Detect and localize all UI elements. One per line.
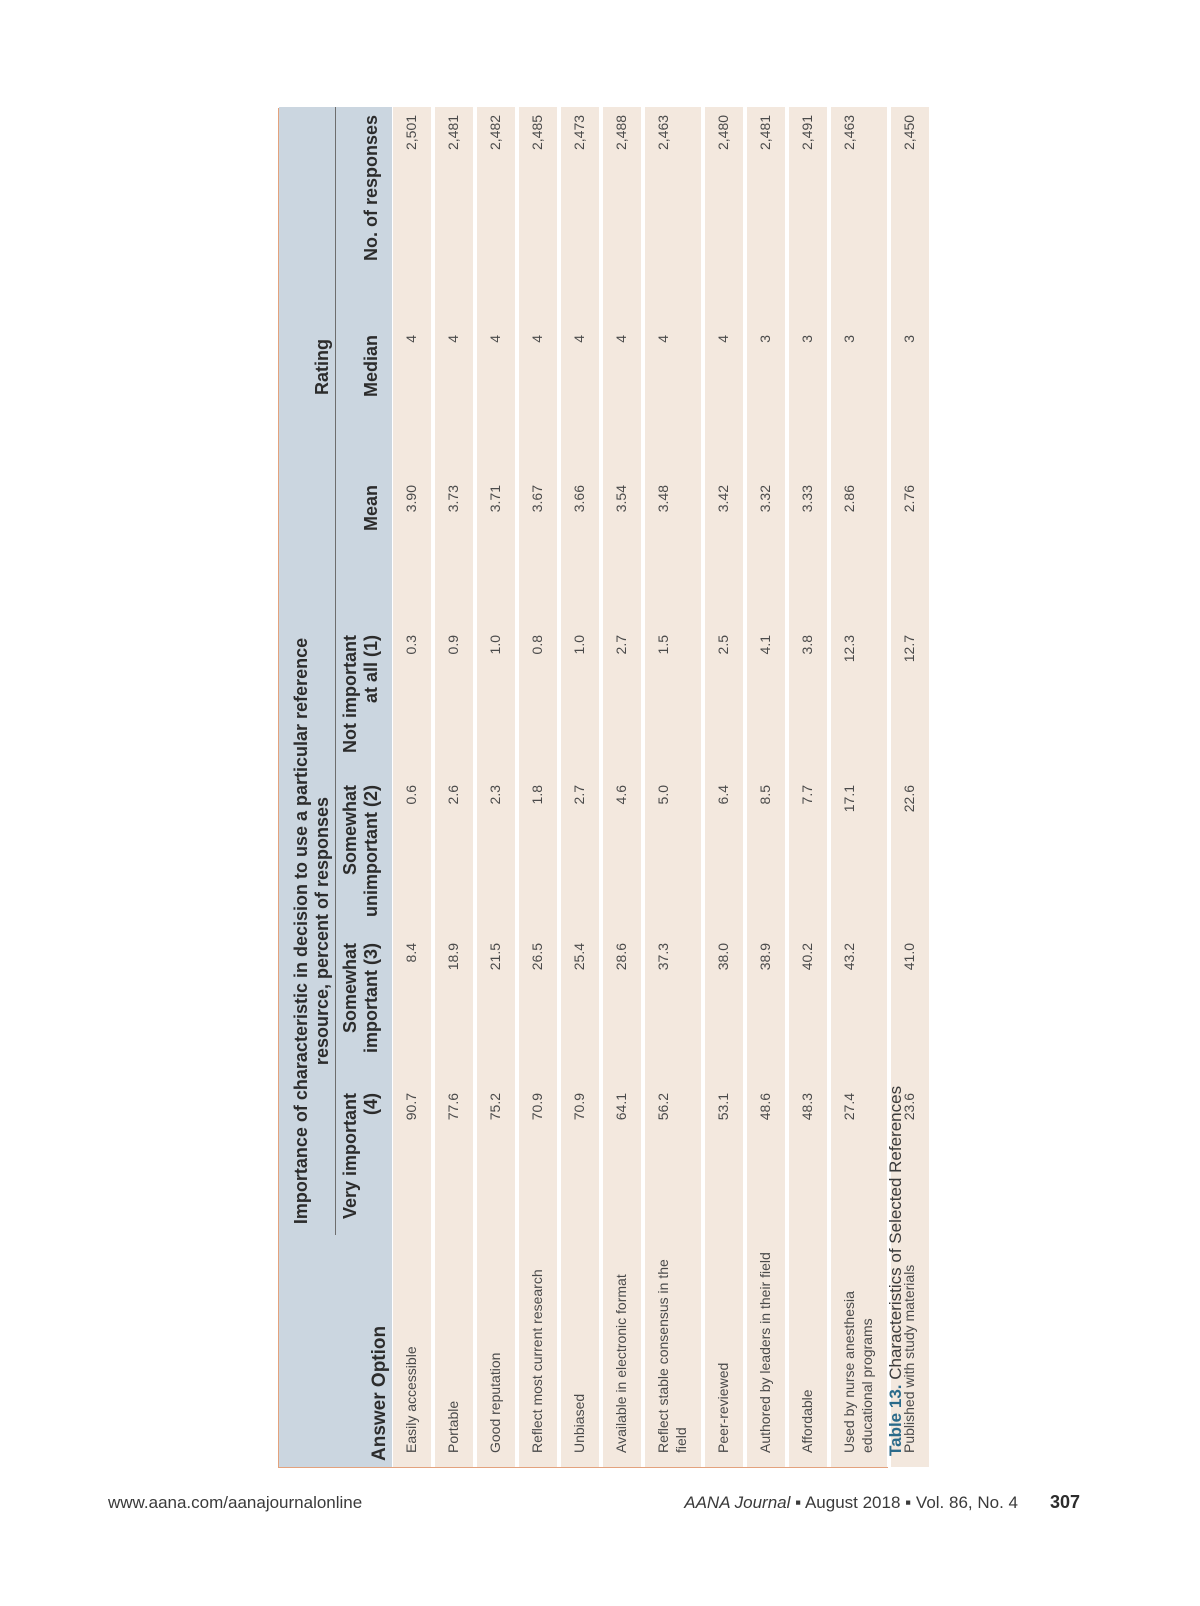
cell-responses: 2,463 bbox=[643, 107, 703, 327]
header-very-important: Very important (4) bbox=[336, 1085, 393, 1235]
cell-answer-option: Published with study materials bbox=[889, 1235, 929, 1467]
header-rating-group bbox=[279, 107, 336, 627]
cell-mean: 2.76 bbox=[889, 477, 929, 627]
header-median: Median bbox=[336, 327, 393, 477]
cell-median: 3 bbox=[745, 327, 787, 477]
cell-very-important: 23.6 bbox=[889, 1085, 929, 1235]
footer-url: www.aana.com/aanajournalonline bbox=[108, 1493, 363, 1512]
cell-somewhat-unimportant: 2.3 bbox=[475, 777, 517, 935]
cell-not-important: 2.7 bbox=[601, 627, 643, 777]
cell-very-important: 77.6 bbox=[433, 1085, 475, 1235]
cell-somewhat-unimportant: 17.1 bbox=[829, 777, 889, 935]
header-somewhat-important: Somewhat important (3) bbox=[336, 935, 393, 1085]
cell-answer-option: Affordable bbox=[787, 1235, 829, 1467]
cell-somewhat-important: 21.5 bbox=[475, 935, 517, 1085]
cell-very-important: 70.9 bbox=[559, 1085, 601, 1235]
footer-issue: August 2018 bbox=[804, 1493, 901, 1512]
caption-title: Characteristics of Selected References bbox=[886, 1085, 905, 1380]
table-row bbox=[745, 107, 787, 1467]
cell-somewhat-important: 40.2 bbox=[787, 935, 829, 1085]
header-answer-option: Answer Option bbox=[279, 1235, 393, 1467]
table-row bbox=[643, 107, 703, 1467]
table-row bbox=[559, 107, 601, 1467]
cell-not-important: 0.9 bbox=[433, 627, 475, 777]
cell-very-important: 70.9 bbox=[517, 1085, 559, 1235]
cell-somewhat-important: 28.6 bbox=[601, 935, 643, 1085]
table-row bbox=[829, 107, 889, 1467]
footer-separator-1: ▪ bbox=[795, 1493, 802, 1512]
cell-somewhat-unimportant: 1.8 bbox=[517, 777, 559, 935]
cell-answer-option: Available in electronic format bbox=[601, 1235, 643, 1467]
cell-median: 4 bbox=[703, 327, 745, 477]
footer-journal-name: AANA Journal bbox=[684, 1493, 791, 1512]
table-row bbox=[703, 107, 745, 1467]
cell-somewhat-unimportant: 7.7 bbox=[787, 777, 829, 935]
cell-mean: 3.67 bbox=[517, 477, 559, 627]
data-table bbox=[279, 107, 929, 1467]
caption-number: Table 13. bbox=[886, 1384, 905, 1456]
cell-answer-option: Good reputation bbox=[475, 1235, 517, 1467]
cell-median: 4 bbox=[475, 327, 517, 477]
cell-median: 4 bbox=[643, 327, 703, 477]
importance-group-label: Importance of characteristic in decision to use a particular reference resource, percent of responses bbox=[291, 637, 332, 1225]
cell-somewhat-important: 43.2 bbox=[829, 935, 889, 1085]
cell-mean: 2.86 bbox=[829, 477, 889, 627]
cell-mean: 3.42 bbox=[703, 477, 745, 627]
table-caption bbox=[886, 1086, 906, 1456]
cell-not-important: 12.3 bbox=[829, 627, 889, 777]
header-responses: No. of responses bbox=[336, 107, 393, 327]
cell-responses: 2,482 bbox=[475, 107, 517, 327]
cell-somewhat-important: 18.9 bbox=[433, 935, 475, 1085]
cell-responses: 2,463 bbox=[829, 107, 889, 327]
table-row bbox=[393, 107, 434, 1467]
cell-responses: 2,491 bbox=[787, 107, 829, 327]
cell-mean: 3.33 bbox=[787, 477, 829, 627]
cell-very-important: 56.2 bbox=[643, 1085, 703, 1235]
cell-not-important: 1.0 bbox=[475, 627, 517, 777]
cell-not-important: 1.0 bbox=[559, 627, 601, 777]
cell-mean: 3.73 bbox=[433, 477, 475, 627]
cell-median: 4 bbox=[559, 327, 601, 477]
cell-responses: 2,481 bbox=[745, 107, 787, 327]
cell-somewhat-important: 37.3 bbox=[643, 935, 703, 1085]
cell-somewhat-important: 38.9 bbox=[745, 935, 787, 1085]
cell-mean: 3.90 bbox=[393, 477, 434, 627]
cell-not-important: 1.5 bbox=[643, 627, 703, 777]
cell-very-important: 64.1 bbox=[601, 1085, 643, 1235]
cell-somewhat-important: 38.0 bbox=[703, 935, 745, 1085]
cell-median: 4 bbox=[601, 327, 643, 477]
cell-somewhat-unimportant: 5.0 bbox=[643, 777, 703, 935]
footer-journal-info bbox=[684, 1493, 1018, 1513]
cell-very-important: 53.1 bbox=[703, 1085, 745, 1235]
cell-median: 4 bbox=[433, 327, 475, 477]
cell-very-important: 27.4 bbox=[829, 1085, 889, 1235]
header-somewhat-unimportant: Somewhat unimportant (2) bbox=[336, 777, 393, 935]
cell-median: 3 bbox=[787, 327, 829, 477]
cell-answer-option: Reflect stable consensus in the field bbox=[643, 1235, 703, 1467]
table-body bbox=[393, 107, 930, 1467]
cell-not-important: 12.7 bbox=[889, 627, 929, 777]
page-number: 307 bbox=[1050, 1492, 1081, 1512]
cell-not-important: 2.5 bbox=[703, 627, 745, 777]
cell-somewhat-unimportant: 22.6 bbox=[889, 777, 929, 935]
cell-median: 3 bbox=[889, 327, 929, 477]
cell-not-important: 4.1 bbox=[745, 627, 787, 777]
cell-somewhat-unimportant: 2.6 bbox=[433, 777, 475, 935]
cell-somewhat-important: 41.0 bbox=[889, 935, 929, 1085]
cell-answer-option: Easily accessible bbox=[393, 1235, 434, 1467]
table-row bbox=[517, 107, 559, 1467]
cell-somewhat-unimportant: 4.6 bbox=[601, 777, 643, 935]
cell-mean: 3.54 bbox=[601, 477, 643, 627]
rotated-table-block bbox=[278, 108, 917, 1468]
footer-separator-2: ▪ bbox=[905, 1493, 912, 1512]
table-row bbox=[475, 107, 517, 1467]
footer-volume: Vol. 86, No. 4 bbox=[915, 1493, 1018, 1512]
cell-responses: 2,488 bbox=[601, 107, 643, 327]
cell-responses: 2,473 bbox=[559, 107, 601, 327]
cell-very-important: 48.3 bbox=[787, 1085, 829, 1235]
cell-somewhat-unimportant: 6.4 bbox=[703, 777, 745, 935]
cell-somewhat-important: 8.4 bbox=[393, 935, 434, 1085]
table-row bbox=[601, 107, 643, 1467]
cell-responses: 2,485 bbox=[517, 107, 559, 327]
cell-not-important: 0.8 bbox=[517, 627, 559, 777]
table-row bbox=[433, 107, 475, 1467]
cell-mean: 3.71 bbox=[475, 477, 517, 627]
cell-answer-option: Authored by leaders in their field bbox=[745, 1235, 787, 1467]
cell-very-important: 90.7 bbox=[393, 1085, 434, 1235]
cell-responses: 2,450 bbox=[889, 107, 929, 327]
cell-not-important: 0.3 bbox=[393, 627, 434, 777]
cell-answer-option: Peer-reviewed bbox=[703, 1235, 745, 1467]
cell-very-important: 48.6 bbox=[745, 1085, 787, 1235]
cell-not-important: 3.8 bbox=[787, 627, 829, 777]
cell-responses: 2,480 bbox=[703, 107, 745, 327]
cell-responses: 2,501 bbox=[393, 107, 434, 327]
cell-median: 4 bbox=[517, 327, 559, 477]
cell-mean: 3.66 bbox=[559, 477, 601, 627]
cell-median: 4 bbox=[393, 327, 434, 477]
cell-somewhat-unimportant: 8.5 bbox=[745, 777, 787, 935]
table-row bbox=[787, 107, 829, 1467]
cell-somewhat-unimportant: 2.7 bbox=[559, 777, 601, 935]
cell-somewhat-important: 25.4 bbox=[559, 935, 601, 1085]
cell-mean: 3.32 bbox=[745, 477, 787, 627]
cell-answer-option: Reflect most current research bbox=[517, 1235, 559, 1467]
cell-median: 3 bbox=[829, 327, 889, 477]
cell-answer-option: Unbiased bbox=[559, 1235, 601, 1467]
header-importance-group bbox=[279, 627, 336, 1235]
cell-answer-option: Portable bbox=[433, 1235, 475, 1467]
rating-group-label: Rating bbox=[312, 338, 332, 395]
cell-somewhat-unimportant: 0.6 bbox=[393, 777, 434, 935]
cell-somewhat-important: 26.5 bbox=[517, 935, 559, 1085]
header-mean: Mean bbox=[336, 477, 393, 627]
cell-very-important: 75.2 bbox=[475, 1085, 517, 1235]
cell-mean: 3.48 bbox=[643, 477, 703, 627]
header-not-important: Not important at all (1) bbox=[336, 627, 393, 777]
cell-responses: 2,481 bbox=[433, 107, 475, 327]
cell-answer-option: Used by nurse anesthesia educational programs bbox=[829, 1235, 889, 1467]
